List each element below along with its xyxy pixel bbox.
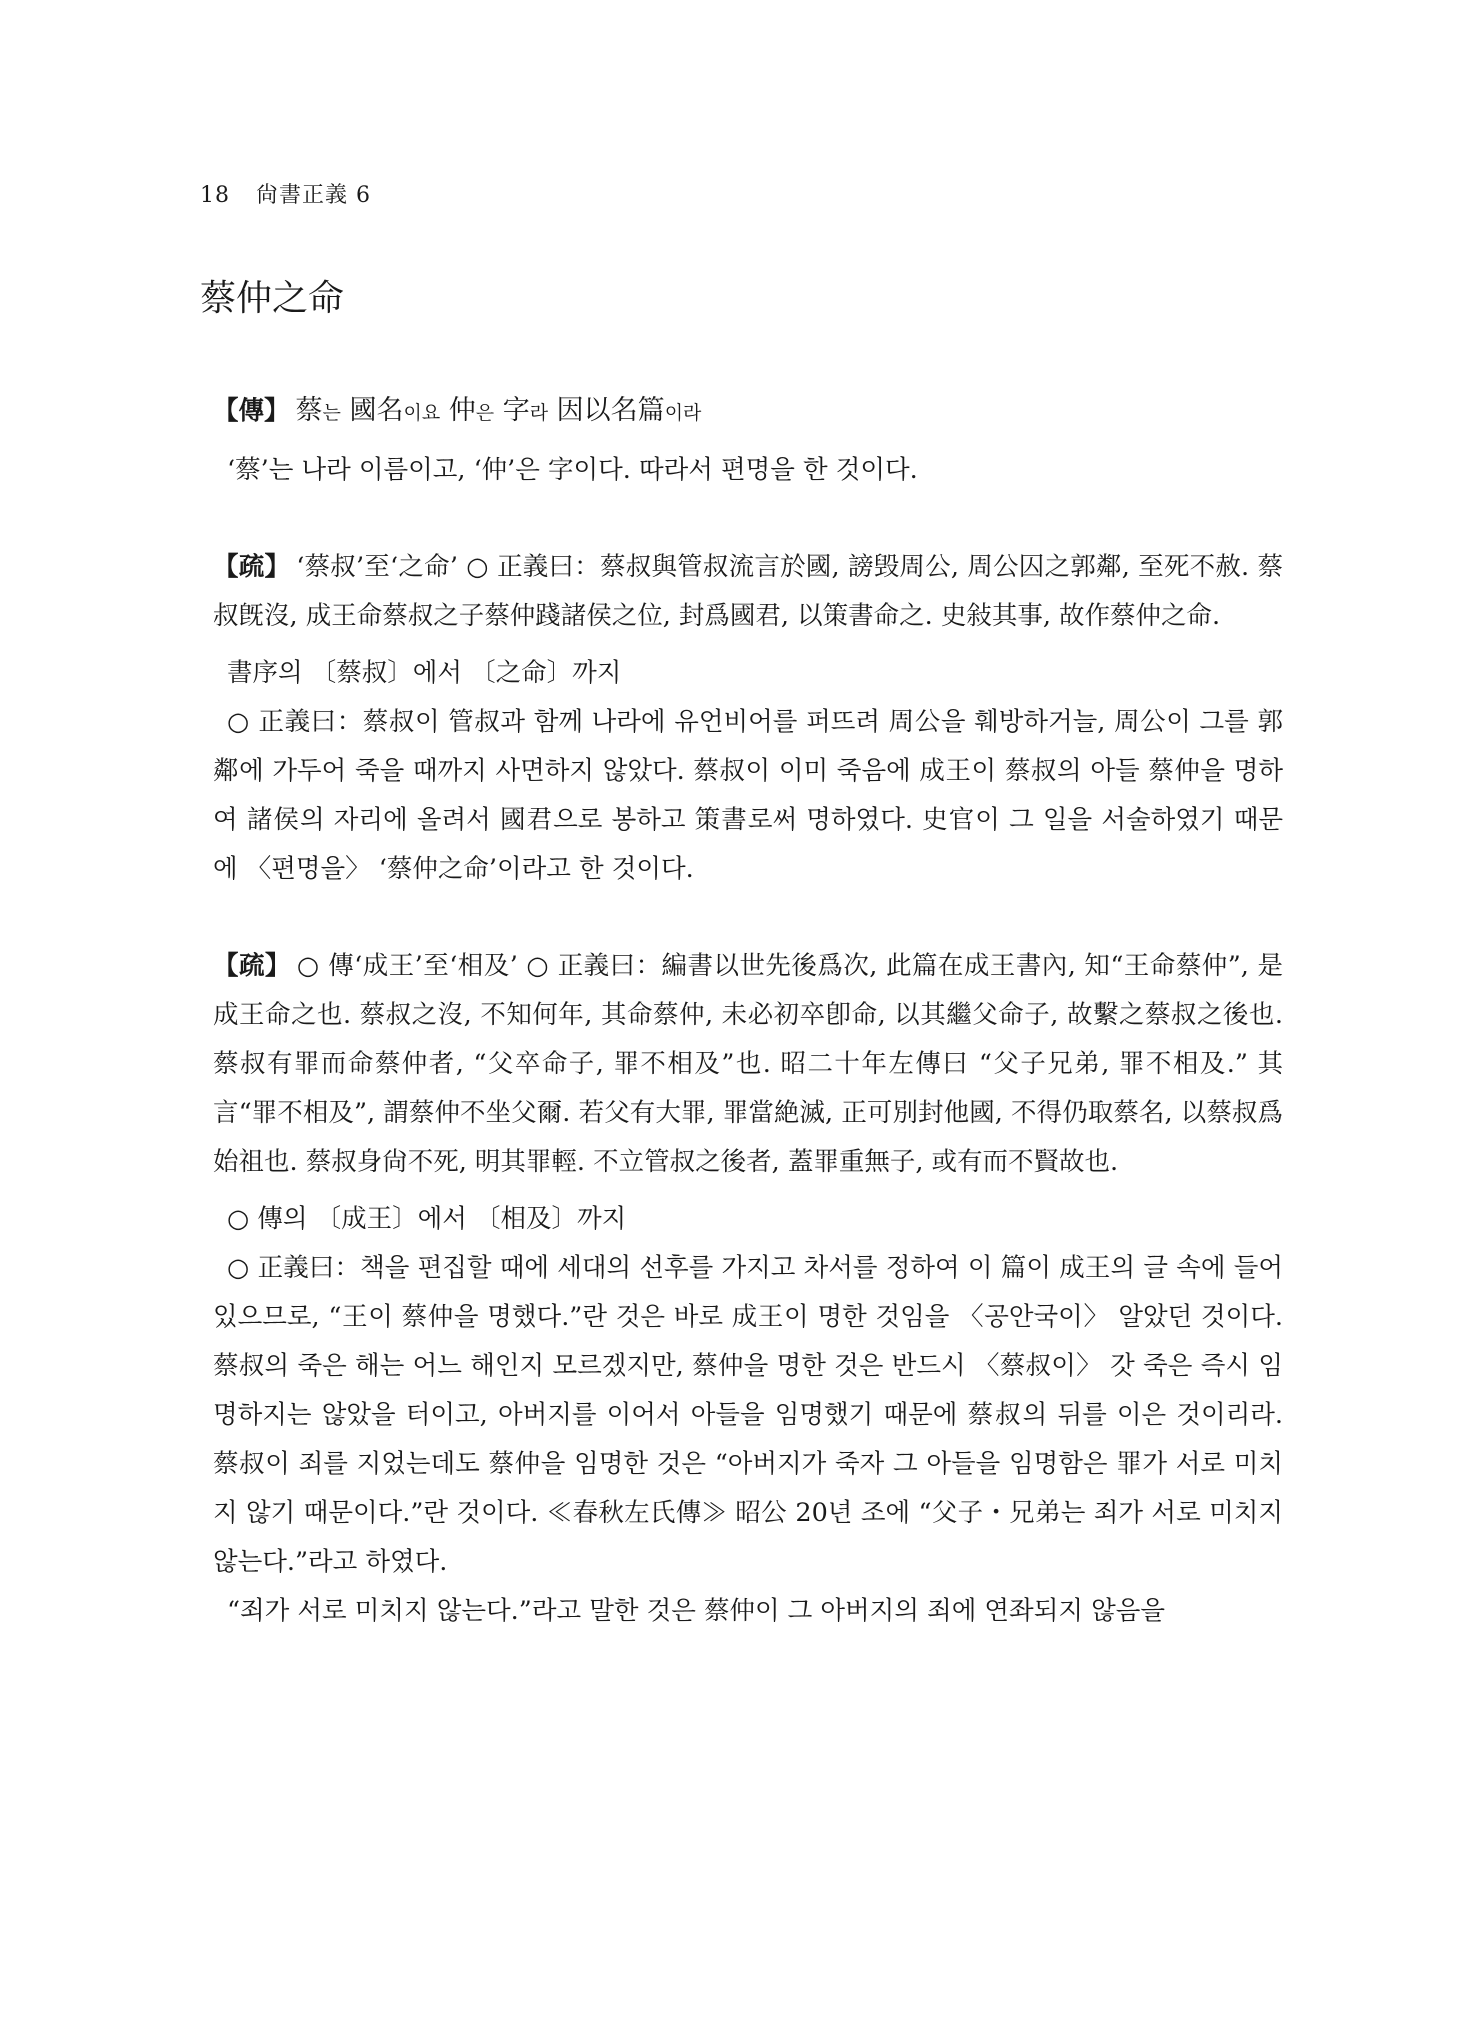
zhuan-text-5: 因以名篇 — [548, 395, 665, 426]
shu1-tag: 【疏】 — [213, 552, 291, 582]
zhuan-suffix-3: 은 — [475, 402, 495, 424]
shu1-heading: 書序의 〔蔡叔〕에서 〔之命〕까지 — [227, 658, 622, 688]
page-number: 18 — [200, 183, 230, 208]
zhuan-suffix-1: 는 — [322, 402, 341, 424]
shu2-original-text: ○ 傳‘成王’至‘相及’ ○ 正義曰：編書以世先後爲次, 此篇在成王書內, 知“王命蔡仲”, 是成王命之也. 蔡叔之沒, 不知何年, 其命蔡仲, 未必初卒卽命, 以其繼父命子, 故繫之蔡叔之後也. 蔡叔有罪而命蔡仲者, “父卒命子, 罪不相及”也. 昭二十年左傳曰 “父子兄弟, 罪不相及.” 其言“罪不相及”, 謂蔡仲不坐父爾. 若父有大罪, 罪當絶滅, 正可別封他國, 不得仍取蔡名, 以蔡叔爲始祖也. 蔡叔身尙不死, 明其罪輕. 不立管叔之後者, 蓋罪重無子, 或有而不賢故也. — [213, 951, 1283, 1177]
spacer — [213, 894, 1283, 942]
shu2-original — [213, 942, 1283, 1187]
zhuan-tag: 【傳】 — [213, 396, 290, 426]
zhuan-suffix-2: 이요 — [403, 402, 441, 424]
page-body — [213, 386, 1283, 1636]
shu2-heading: ○ 傳의 〔成王〕에서 〔相及〕까지 — [227, 1204, 627, 1234]
zhuan-suffix-5: 이라 — [664, 402, 702, 424]
zhuan-text-1: 蔡 — [295, 395, 323, 426]
chapter-title: 蔡仲之命 — [200, 278, 345, 319]
zhuan-translation: ‘蔡’는 나라 이름이고, ‘仲’은 字이다. 따라서 편명을 한 것이다. — [227, 455, 918, 485]
shu1-original — [213, 543, 1283, 641]
spacer — [213, 438, 1283, 446]
shu2-translation-1: ○ 正義曰：책을 편집할 때에 세대의 선후를 가지고 차서를 정하여 이 篇이 成王의 글 속에 들어있으므로, “王이 蔡仲을 명했다.”란 것은 바로 成王이 명한 것임을 〈공안국이〉 알았던 것이다. 蔡叔의 죽은 해는 어느 해인지 모르겠지만, 蔡仲을 명한 것은 반드시 〈蔡叔이〉 갓 죽은 즉시 임명하지는 않았을 터이고, 아버지를 이어서 아들을 임명했기 때문에 蔡叔의 뒤를 이은 것이리라. 蔡叔이 죄를 지었는데도 蔡仲을 임명한 것은 “아버지가 죽자 그 아들을 임명함은 罪가 서로 미치지 않기 때문이다.”란 것이다. ≪春秋左氏傳≫ 昭公 20년 조에 “父子・兄弟는 죄가 서로 미치지 않는다.”라고 하였다. — [213, 1253, 1283, 1577]
shu1-original-text: ‘蔡叔’至‘之命’ ○ 正義曰：蔡叔與管叔流言於國, 謗毁周公, 周公囚之郭鄰, 至死不赦. 蔡叔旣沒, 成王命蔡叔之子蔡仲踐諸侯之位, 封爲國君, 以策書命之. 史敍其事, 故作蔡仲之命. — [213, 552, 1283, 631]
spacer — [213, 495, 1283, 543]
running-header — [200, 178, 371, 209]
zhuan-text-3: 仲 — [440, 395, 476, 426]
zhuan-text-2: 國名 — [340, 395, 404, 426]
shu1-translation: ○ 正義曰：蔡叔이 管叔과 함께 나라에 유언비어를 퍼뜨려 周公을 훼방하거늘, 周公이 그를 郭鄰에 가두어 죽을 때까지 사면하지 않았다. 蔡叔이 이미 죽음에 成王이 蔡叔의 아들 蔡仲을 명하여 諸侯의 자리에 올려서 國君으로 봉하고 策書로써 명하였다. 史官이 그 일을 서술하였기 때문에 〈편명을〉 ‘蔡仲之命’이라고 한 것이다. — [213, 707, 1283, 884]
spacer — [213, 641, 1283, 649]
spacer — [213, 1187, 1283, 1195]
zhuan-text-4: 字 — [494, 395, 530, 426]
shu2-tag: 【疏】 — [213, 951, 291, 981]
zhuan-original — [213, 386, 1283, 438]
book-title: 尙書正義 6 — [256, 183, 371, 208]
shu2-translation-2: “죄가 서로 미치지 않는다.”라고 말한 것은 蔡仲이 그 아버지의 죄에 연좌되지 않음을 — [227, 1596, 1165, 1626]
zhuan-suffix-4: 라 — [529, 402, 549, 424]
